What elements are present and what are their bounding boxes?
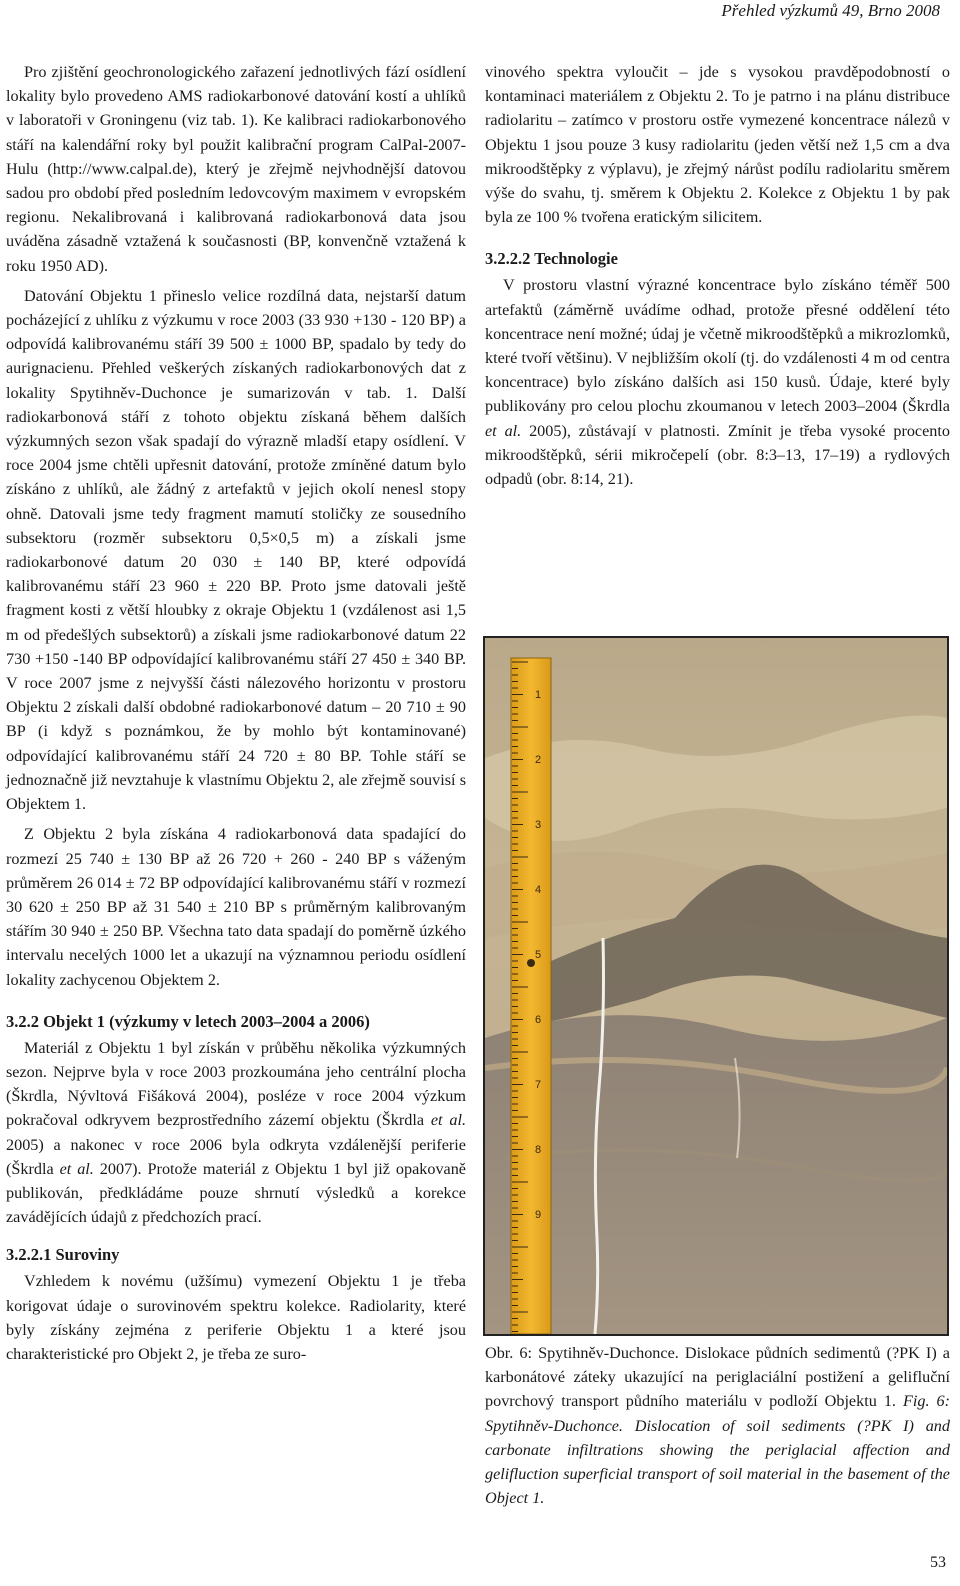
ruler-number: 7 bbox=[535, 1079, 542, 1091]
ruler-number: 4 bbox=[535, 884, 542, 896]
ruler-number: 8 bbox=[535, 1144, 542, 1156]
paragraph-object1-material: Materiál z Objektu 1 byl získán v průběhu několika výzkumných sezon. Nejprve byla v roce 2003 prozkoumána jeho centrální plocha (Škrdla, Nývltová Fišáková 2004), posléze v roce 2004 výzkum pokračoval odkryvem bezprostředního zázemí objektu (Škrdla et al. 2005) a nakonec v roce 2006 byla odkryta vzdálenější periferie (Škrdla et al. 2007). Protože materiál z Objektu 1 byl již opakovaně publikován, předkládáme pouze shrnutí výsledků a korekce zavádějících údajů z předchozích prací. bbox=[6, 1038, 466, 1227]
section-heading-322: 3.2.2 Objekt 1 (výzkumy v letech 2003–2004 a 2006) bbox=[6, 1011, 370, 1031]
caption-czech: Obr. 6: Spytihněv-Duchonce. Dislokace půdních sedimentů (?PK I) a karbonátové záteky ukazující na periglaciální postižení a gelifluční povrchový transport půdního materiálu v podloží Objektu 1. bbox=[485, 1344, 950, 1411]
ruler-number: 5 bbox=[535, 949, 542, 961]
ruler-number: 9 bbox=[535, 1209, 542, 1221]
left-column bbox=[6, 60, 466, 1372]
section-heading-3222: 3.2.2.2 Technologie bbox=[485, 249, 618, 269]
paragraph-raw-materials: Vzhledem k novému (užšímu) vymezení Objektu 1 je třeba korigovat údaje o surovinovém spektru kolekce. Radiolarity, které byly získány zejména z periferie Objektu 1 a které jsou charakteristické pro Objekt 2, je třeba ze suro- bbox=[6, 1272, 466, 1363]
paragraph-object1-dating: Datování Objektu 1 přineslo velice rozdílná data, nejstarší datum pocházející z uhlíku z výzkumu v roce 2003 (33 930 +130 - 120 BP) a odpovídá kalibrovanému stáří 39 500 ± 1000 BP, spadalo by tedy do aurignacienu. Přehled veškerých získaných radiokarbonových dat z lokality Spytihněv-Duchonce je sumarizován v tab. 1. Další radiokarbonová stáří z tohoto objektu získaná během dalších výzkumných sezon však spadají do výrazně mladší etapy osídlení. V roce 2004 jsme chtěli upřesnit datování, protože zmíněné datum bylo získáno z uhlíků, ale žádný z artefaktů v jejich okolí nenesl stopy ohně. Datovali jsme tedy fragment mamutí stoličky ze sousedního subsektoru (rozměr subsektoru 0,5×0,5 m) a získali jsme radiokarbonové datum 20 030 ± 140 BP, které odpovídá kalibrovanému stáří 23 960 ± 220 BP. Proto jsme datovali ještě fragment kosti z větší hloubky z okraje Objektu 1 (vzdálenost asi 1,5 m od předešlých subsektorů) a získali jsme radiokarbonové datum 22 730 +150 -140 BP odpovídající kalibrovanému stáří 27 450 ± 340 BP. V roce 2007 jsme z nejvyšší části nálezového horizontu v prostoru Objektu 2 získali další obdobné radiokarbonové datum – 20 710 ± 90 BP (i když s poznámkou, že by mohlo být kontaminované) odpovídající kalibrovanému stáří 24 720 ± 80 BP. Tohle stáří se jednoznačně již nevztahuje k vlastnímu Objektu 2, ale zřejmě souvisí s Objektem 1. bbox=[6, 286, 466, 814]
section-heading-3221: 3.2.2.1 Suroviny bbox=[6, 1245, 120, 1265]
page-number: 53 bbox=[930, 1554, 946, 1571]
paragraph-technology: V prostoru vlastní výrazné koncentrace bylo získáno téměř 500 artefaktů (záměrně uvádíme odhad, protože přesné oddělení této koncentrace není možné; údaj je včetně mikroodštěpků a mikrozlomků, které tvoří většinu). V nejbližším okolí (tj. do vzdálenosti 4 m od centra koncentrace) bylo získáno dalších asi 150 kusů. Údaje, které byly publikovány pro celou plochu zkoumanou v letech 2003–2004 (Škrdla et al. 2005), zůstávají v platnosti. Zmínit je třeba vysoké procento mikroodštěpků, sérii mikročepelí (obr. 8:3–13, 17–19) a rydlových odpadů (obr. 8:14, 21). bbox=[485, 276, 950, 489]
caption-english: Fig. 6: Spytihněv-Duchonce. Dislocation of soil sediments (?PK I) and carbonate infiltrations showing the periglacial affection and gelifluction superficial transport of soil material in the basement of the Object 1. bbox=[485, 1392, 951, 1508]
figure-6-photo bbox=[483, 636, 949, 1336]
paragraph-object2-dating: Z Objektu 2 byla získána 4 radiokarbonová data spadající do rozmezí 25 740 ± 130 BP až 26 720 + 260 - 240 BP s váženým průměrem 26 014 ± 72 BP odpovídající kalibrovanému stáří v rozmezí 30 620 ± 250 BP až 31 540 ± 210 BP s průměrným kalibrovaným stářím 30 940 ± 250 BP. Všechna tato data spadají do poměrně úzkého intervalu necelých 1000 let a ukazují na významnou periodu osídlení lokality zachycenou Objektem 2. bbox=[6, 825, 466, 989]
running-header: Přehled výzkumů 49, Brno 2008 bbox=[721, 1, 940, 20]
ruler-number: 3 bbox=[535, 819, 542, 831]
ruler-rivet bbox=[527, 959, 535, 967]
paragraph-radiolarite: vinového spektra vyloučit – jde s vysokou pravděpodobností o kontaminaci materiálem z Objektu 2. To je patrno i na plánu distribuce radiolaritu – zatímco v prostoru ostře vymezené koncentrace nálezů v Objektu 1 jsou pouze 3 kusy radiolaritu (jeden větší než 1,5 cm a dva mikroodštěpky z výplavu), je zřejmý nárůst podílu radiolaritu směrem výše do svahu, tj. směrem k Objektu 2. Kolekce z Objektu 1 by pak byla ze 100 % tvořena eratickým silicitem. bbox=[485, 63, 950, 227]
figure-caption bbox=[485, 1341, 950, 1510]
sediment-photo bbox=[485, 638, 947, 1334]
right-column bbox=[485, 60, 950, 497]
paragraph-dating-method: Pro zjištění geochronologického zařazení jednotlivých fází osídlení lokality bylo provedeno AMS radiokarbonové datování kostí a uhlíků v laboratoři v Groningenu (viz tab. 1). Ke kalibraci radiokarbonového stáří na kalendářní roky byl použit kalibrační program CalPal-2007-Hulu (http://www.calpal.de), který je zřejmě nejvhodnější datovou sadou pro období před posledním ledovcovým maximem v evropském regionu. Nekalibrovaná i kalibrovaná radiokarbonová data jsou uváděna zásadně vztažená k současnosti (BP, konvenčně vztažená k roku 1950 AD). bbox=[6, 63, 466, 275]
ruler-number: 2 bbox=[535, 754, 542, 766]
ruler-number: 1 bbox=[535, 689, 542, 701]
ruler-number: 6 bbox=[535, 1014, 542, 1026]
